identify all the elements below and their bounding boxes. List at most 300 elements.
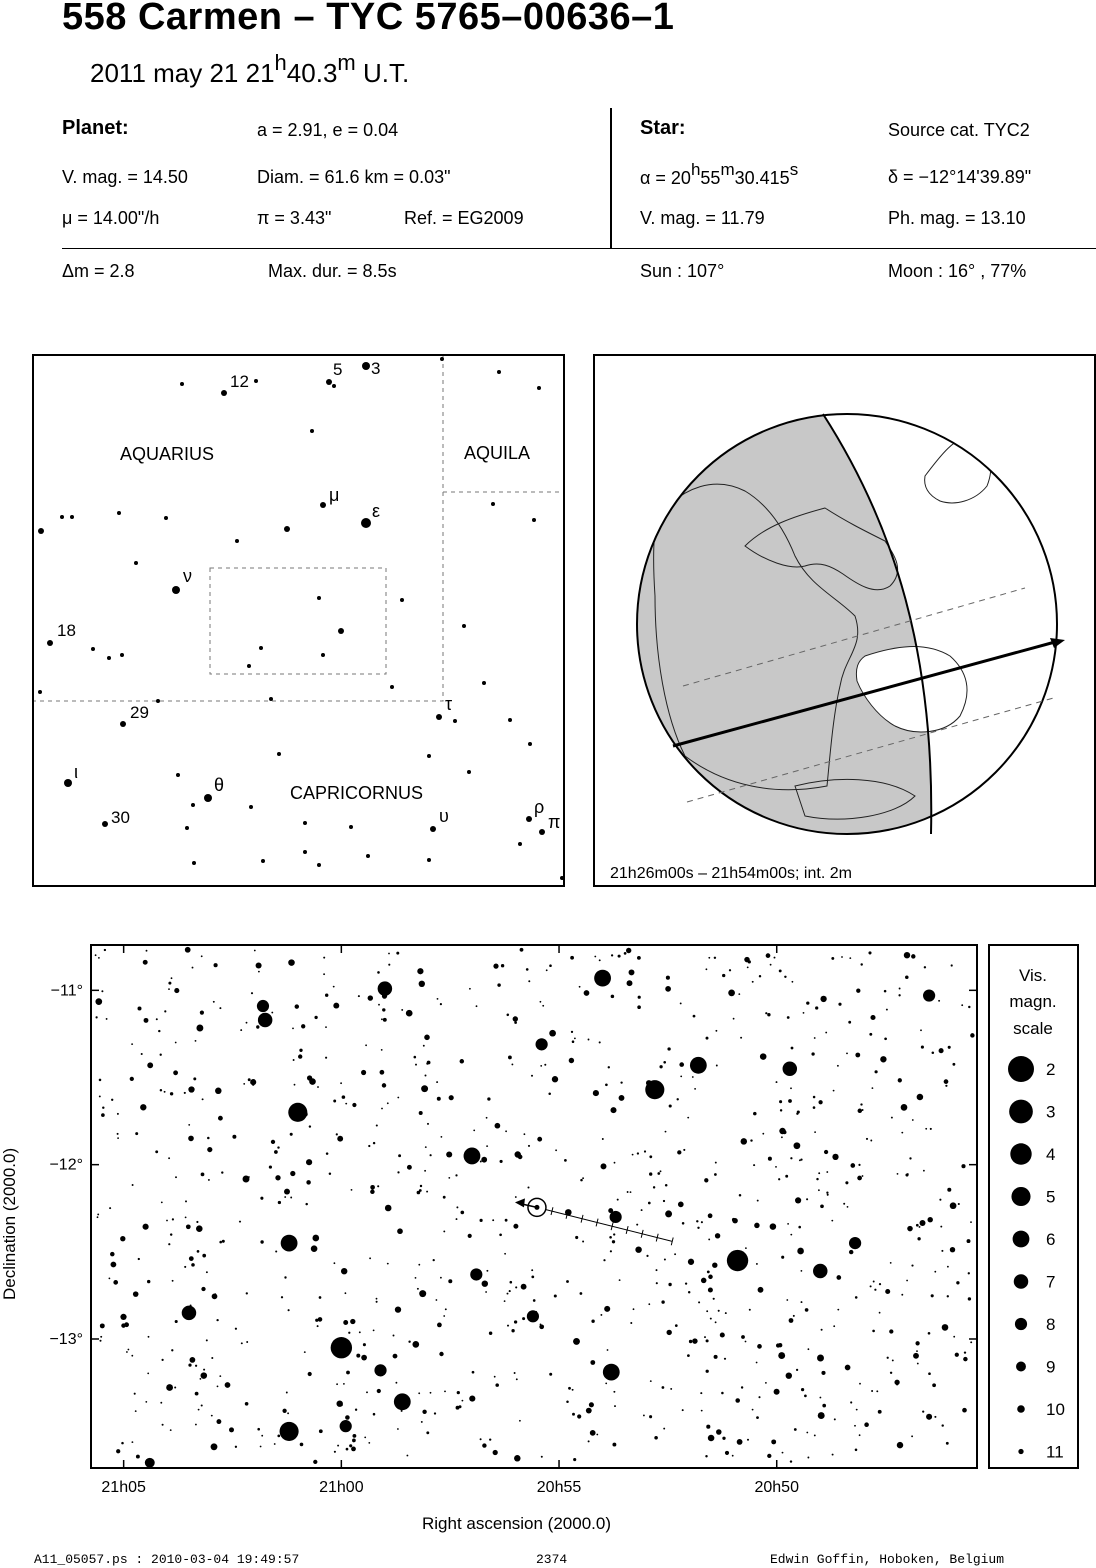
field-star: [678, 1202, 684, 1208]
field-star: [188, 1124, 190, 1126]
field-star: [813, 1096, 816, 1099]
field-star: [232, 1135, 236, 1139]
field-star: [833, 1090, 835, 1092]
field-star: [275, 1175, 280, 1180]
field-star: [778, 1352, 785, 1359]
footer-number: 2374: [536, 1552, 568, 1567]
field-star: [778, 1343, 782, 1347]
field-star: [782, 1452, 784, 1454]
field-star: [838, 1003, 841, 1006]
bright-star: [182, 1306, 197, 1321]
field-star: [369, 1257, 371, 1259]
bright-star: [690, 1057, 707, 1074]
field-star: [515, 1286, 517, 1288]
field-star: [349, 1444, 352, 1447]
field-star: [309, 1125, 311, 1127]
field-star: [572, 1040, 575, 1043]
field-star: [706, 1310, 708, 1312]
field-star: [200, 1378, 202, 1380]
max-duration: Max. dur. = 8.5s: [268, 261, 397, 281]
field-star: [605, 1383, 607, 1385]
field-star: [779, 1100, 782, 1103]
field-star: [667, 1330, 672, 1335]
field-star: [739, 1194, 742, 1197]
field-star: [198, 1409, 200, 1411]
field-star: [833, 1325, 835, 1327]
field-star: [424, 1035, 430, 1041]
field-star: [527, 1186, 529, 1188]
field-star: [323, 957, 325, 959]
field-star: [250, 1079, 256, 1085]
field-star: [745, 1341, 747, 1343]
field-star: [649, 1155, 652, 1158]
field-star: [196, 1025, 203, 1032]
field-star: [361, 1355, 367, 1361]
bright-star: [378, 981, 393, 996]
field-star: [797, 1110, 800, 1113]
field-star: [110, 1252, 115, 1257]
field-star: [397, 1097, 399, 1099]
field-star: [779, 969, 782, 972]
field-star: [308, 1372, 312, 1376]
field-star: [627, 980, 633, 986]
field-star: [756, 1416, 759, 1419]
field-star: [897, 1173, 899, 1175]
field-star: [495, 1123, 501, 1129]
field-star: [916, 1224, 919, 1227]
field-star: [294, 1084, 296, 1086]
field-star: [440, 1136, 442, 1138]
field-star: [687, 1117, 689, 1119]
field-star: [514, 1021, 517, 1024]
star-label: 12: [230, 372, 249, 391]
field-star: [95, 998, 102, 1005]
field-star: [504, 1253, 506, 1255]
field-star: [260, 1240, 263, 1243]
field-star: [368, 995, 373, 1000]
field-star: [388, 964, 390, 966]
field-star: [591, 1320, 594, 1323]
field-star: [245, 1402, 249, 1406]
field-star: [407, 1165, 412, 1170]
field-star: [127, 1349, 129, 1351]
field-star: [277, 1146, 279, 1148]
field-star: [850, 1401, 852, 1403]
field-star: [753, 1164, 755, 1166]
field-star: [884, 990, 887, 993]
field-star: [130, 1077, 134, 1081]
field-star: [856, 1409, 858, 1411]
field-star: [662, 1386, 665, 1389]
field-star: [401, 1410, 403, 1412]
field-star: [208, 1179, 210, 1181]
field-star: [544, 1064, 546, 1066]
field-star: [801, 1301, 803, 1303]
star-label: π: [548, 812, 561, 832]
field-star: [872, 1087, 874, 1089]
bright-star: [464, 1148, 481, 1165]
field-star: [448, 1177, 450, 1179]
field-star: [117, 1113, 119, 1115]
field-star: [735, 1398, 740, 1403]
bright-star: [288, 1103, 307, 1122]
field-star: [195, 1392, 199, 1396]
field-star: [919, 1226, 921, 1228]
field-star: [704, 1178, 708, 1182]
field-star: [287, 1412, 289, 1414]
field-star: [942, 1424, 944, 1426]
field-star: [493, 964, 498, 969]
field-star: [572, 1389, 574, 1391]
field-star: [507, 1293, 509, 1295]
field-star: [797, 1248, 804, 1255]
field-star: [552, 1076, 558, 1082]
field-star: [834, 1418, 836, 1420]
field-star: [855, 1053, 860, 1058]
field-star: [381, 1108, 383, 1110]
field-star: [381, 1018, 383, 1020]
field-star: [101, 1113, 105, 1117]
field-star: [423, 1045, 425, 1047]
field-star: [950, 1202, 957, 1209]
field-star: [134, 1393, 136, 1395]
field-star: [140, 1104, 146, 1110]
field-star: [799, 1159, 801, 1161]
field-star: [160, 1089, 162, 1091]
field-star: [334, 1262, 336, 1264]
field-star: [370, 1190, 375, 1195]
field-star: [685, 1282, 687, 1284]
field-star: [706, 1339, 709, 1342]
field-star: [818, 1100, 822, 1104]
field-star: [437, 1097, 441, 1101]
field-star: [170, 1233, 172, 1235]
field-star: [299, 1049, 302, 1052]
field-star: [304, 1351, 306, 1353]
field-star: [424, 1170, 426, 1172]
field-star: [434, 1412, 436, 1414]
field-star: [376, 1124, 378, 1126]
field-star: [649, 1172, 652, 1175]
field-star: [358, 995, 360, 997]
planet-ref: Ref. = EG2009: [404, 208, 524, 228]
field-star: [753, 1112, 757, 1116]
field-star: [967, 1239, 971, 1243]
field-star: [818, 1412, 825, 1419]
field-star: [487, 1097, 490, 1100]
field-star: [637, 956, 641, 960]
field-star: [762, 1133, 764, 1135]
field-star: [667, 987, 670, 990]
field-star: [708, 1213, 713, 1218]
field-star: [117, 1137, 119, 1139]
field-star: [920, 1029, 922, 1031]
field-star: [445, 1308, 447, 1310]
field-star: [912, 1119, 914, 1121]
field-star: [317, 1086, 319, 1088]
field-star: [786, 1299, 788, 1301]
star-label: θ: [214, 775, 225, 795]
field-star: [932, 1383, 936, 1387]
field-star: [803, 1012, 805, 1014]
field-star: [329, 1172, 331, 1174]
field-star: [436, 1299, 438, 1301]
bright-star: [527, 1310, 539, 1322]
bright-star: [394, 1393, 411, 1410]
field-star: [656, 1269, 658, 1271]
star-label: μ: [329, 485, 340, 505]
field-star: [654, 1436, 658, 1440]
field-star: [195, 1040, 197, 1042]
field-star: [641, 1209, 643, 1211]
field-star: [941, 1250, 943, 1252]
field-star: [99, 1095, 101, 1097]
field-star: [425, 1075, 427, 1077]
field-star: [926, 1414, 932, 1420]
star-label: 30: [111, 808, 130, 827]
bright-star: [470, 1268, 482, 1280]
field-star: [309, 1078, 316, 1085]
field-star: [317, 1325, 319, 1327]
field-star: [421, 1421, 423, 1423]
field-star: [312, 1235, 319, 1242]
field-star: [141, 1053, 143, 1055]
field-star: [928, 1332, 931, 1335]
field-star: [341, 1268, 347, 1274]
field-star: [760, 1053, 767, 1060]
page-title: 558 Carmen – TYC 5765–00636–1: [62, 0, 675, 38]
legend-dot: [1017, 1405, 1025, 1413]
field-star: [915, 1341, 919, 1345]
field-star: [831, 1220, 833, 1222]
field-star: [284, 1189, 290, 1195]
bright-star: [340, 1420, 352, 1432]
bright-star: [610, 1211, 622, 1223]
field-star: [408, 1341, 410, 1343]
field-star: [444, 1390, 446, 1392]
field-star: [271, 1140, 275, 1144]
field-star: [590, 1430, 596, 1436]
field-star: [138, 1258, 140, 1260]
field-star: [696, 1220, 698, 1222]
field-star: [426, 1062, 428, 1064]
field-star: [274, 1150, 278, 1154]
field-star: [716, 1429, 722, 1435]
field-star: [613, 1391, 615, 1393]
field-star: [188, 1136, 194, 1142]
field-star: [437, 1323, 442, 1328]
field-star: [708, 957, 710, 959]
field-star: [870, 1285, 872, 1287]
field-star: [473, 1130, 475, 1132]
field-star: [805, 1308, 809, 1312]
field-star: [679, 1062, 684, 1067]
field-star: [837, 1065, 839, 1067]
field-star: [131, 1355, 133, 1357]
field-star: [211, 1415, 213, 1417]
field-star: [740, 1037, 742, 1039]
field-star: [956, 1281, 959, 1284]
bright-star: [374, 1364, 386, 1376]
field-star: [206, 1271, 208, 1273]
bright-star: [331, 1337, 352, 1358]
field-star: [866, 1138, 868, 1140]
field-star: [942, 1324, 949, 1331]
field-star: [132, 1184, 134, 1186]
field-star: [814, 1434, 816, 1436]
field-star: [278, 1201, 281, 1204]
field-star: [554, 1294, 557, 1297]
field-star: [540, 1001, 542, 1003]
field-star: [240, 1029, 242, 1031]
field-star: [766, 953, 771, 958]
field-star: [832, 1154, 838, 1160]
field-star: [614, 1162, 616, 1164]
field-star: [806, 1198, 808, 1200]
field-star: [913, 1353, 919, 1359]
field-star: [708, 1435, 715, 1442]
field-star: [243, 1176, 250, 1183]
field-star: [420, 1185, 422, 1187]
field-star: [951, 964, 953, 966]
field-star: [948, 1046, 951, 1049]
field-star: [406, 1455, 408, 1457]
field-star: [437, 998, 439, 1000]
field-star: [901, 1132, 903, 1134]
field-star: [964, 1351, 966, 1353]
field-star: [718, 1310, 720, 1312]
field-star: [364, 1437, 366, 1439]
field-star: [824, 1150, 828, 1154]
field-star: [201, 1372, 208, 1379]
field-star: [201, 1287, 205, 1291]
field-star: [574, 1038, 576, 1040]
field-star: [712, 1263, 717, 1268]
field-star: [677, 1098, 679, 1100]
field-star: [826, 1192, 828, 1194]
field-star: [892, 1359, 894, 1361]
field-star: [814, 1131, 816, 1133]
field-star: [99, 1079, 102, 1082]
magnitude-legend: [1008, 1056, 1065, 1462]
planet-parallax: π = 3.43": [257, 208, 332, 228]
field-star: [192, 967, 194, 969]
field-star: [171, 1349, 173, 1351]
field-star: [361, 1070, 366, 1075]
field-star: [665, 1184, 668, 1187]
field-star: [493, 1450, 498, 1455]
field-star: [217, 1386, 219, 1388]
field-star: [923, 1170, 925, 1172]
field-star: [507, 1014, 510, 1017]
field-star: [633, 1308, 635, 1310]
field-star: [738, 993, 740, 995]
field-star: [202, 1254, 206, 1258]
field-star: [460, 1059, 465, 1064]
field-star: [166, 1384, 173, 1391]
field-star: [117, 1133, 119, 1135]
field-star: [715, 1030, 717, 1032]
field-star: [843, 1203, 845, 1205]
field-star: [370, 1185, 375, 1190]
field-star: [188, 1086, 194, 1092]
field-star: [636, 1224, 638, 1226]
field-star: [819, 1397, 821, 1399]
field-star: [301, 1024, 305, 1028]
field-star: [947, 1266, 949, 1268]
field-star: [211, 1357, 213, 1359]
field-star: [393, 1335, 395, 1337]
field-star: [939, 1199, 941, 1201]
field-star: [632, 1154, 634, 1156]
field-star: [765, 1382, 767, 1384]
field-star: [174, 988, 179, 993]
field-star: [721, 1392, 724, 1395]
field-star: [343, 1383, 345, 1385]
field-star: [507, 1325, 509, 1327]
footer-file: A11_05057.ps : 2010-03-04 19:49:57: [34, 1552, 300, 1567]
field-star: [186, 1224, 191, 1229]
field-star: [385, 1205, 392, 1212]
field-star: [99, 1340, 101, 1342]
field-star: [862, 1175, 864, 1177]
field-star: [660, 1170, 662, 1172]
field-star: [962, 1408, 967, 1413]
legend-label: 5: [1046, 1187, 1056, 1207]
field-star: [290, 1197, 292, 1199]
star-label: υ: [439, 806, 449, 826]
field-star: [518, 1457, 520, 1459]
field-star: [514, 1372, 516, 1374]
field-star: [688, 1259, 694, 1265]
legend-dot: [1013, 1231, 1030, 1248]
field-star: [469, 988, 471, 990]
field-star: [891, 1117, 893, 1119]
bright-star: [645, 1080, 664, 1099]
field-star: [944, 1079, 949, 1084]
field-star: [185, 1200, 187, 1202]
field-star: [542, 1005, 544, 1007]
field-star: [850, 1163, 855, 1168]
star-label: ρ: [534, 797, 545, 817]
field-star: [346, 1371, 350, 1375]
field-star: [706, 1037, 709, 1040]
field-star: [807, 1457, 809, 1459]
field-star: [749, 1309, 751, 1311]
field-star: [526, 968, 529, 971]
field-star: [752, 981, 754, 983]
field-star: [752, 1409, 754, 1411]
field-star: [890, 1372, 892, 1374]
field-star: [261, 1435, 263, 1437]
field-star: [813, 1106, 816, 1109]
field-star: [300, 1443, 304, 1447]
star-ra: α = 20h55m30.415s: [640, 160, 799, 188]
field-star: [710, 1318, 712, 1320]
field-star: [917, 1237, 920, 1240]
field-star: [880, 1056, 886, 1062]
field-star: [670, 1388, 672, 1390]
field-star: [184, 1266, 186, 1268]
field-star: [917, 1094, 924, 1101]
field-star: [789, 1318, 794, 1323]
field-star: [653, 1186, 655, 1188]
field-star: [602, 1138, 604, 1140]
field-star: [290, 1133, 293, 1136]
field-star: [661, 1300, 664, 1303]
field-star: [214, 1293, 216, 1295]
event-datetime: 2011 may 21 21$^h$40.3$^m$ U.T.: [90, 50, 410, 88]
